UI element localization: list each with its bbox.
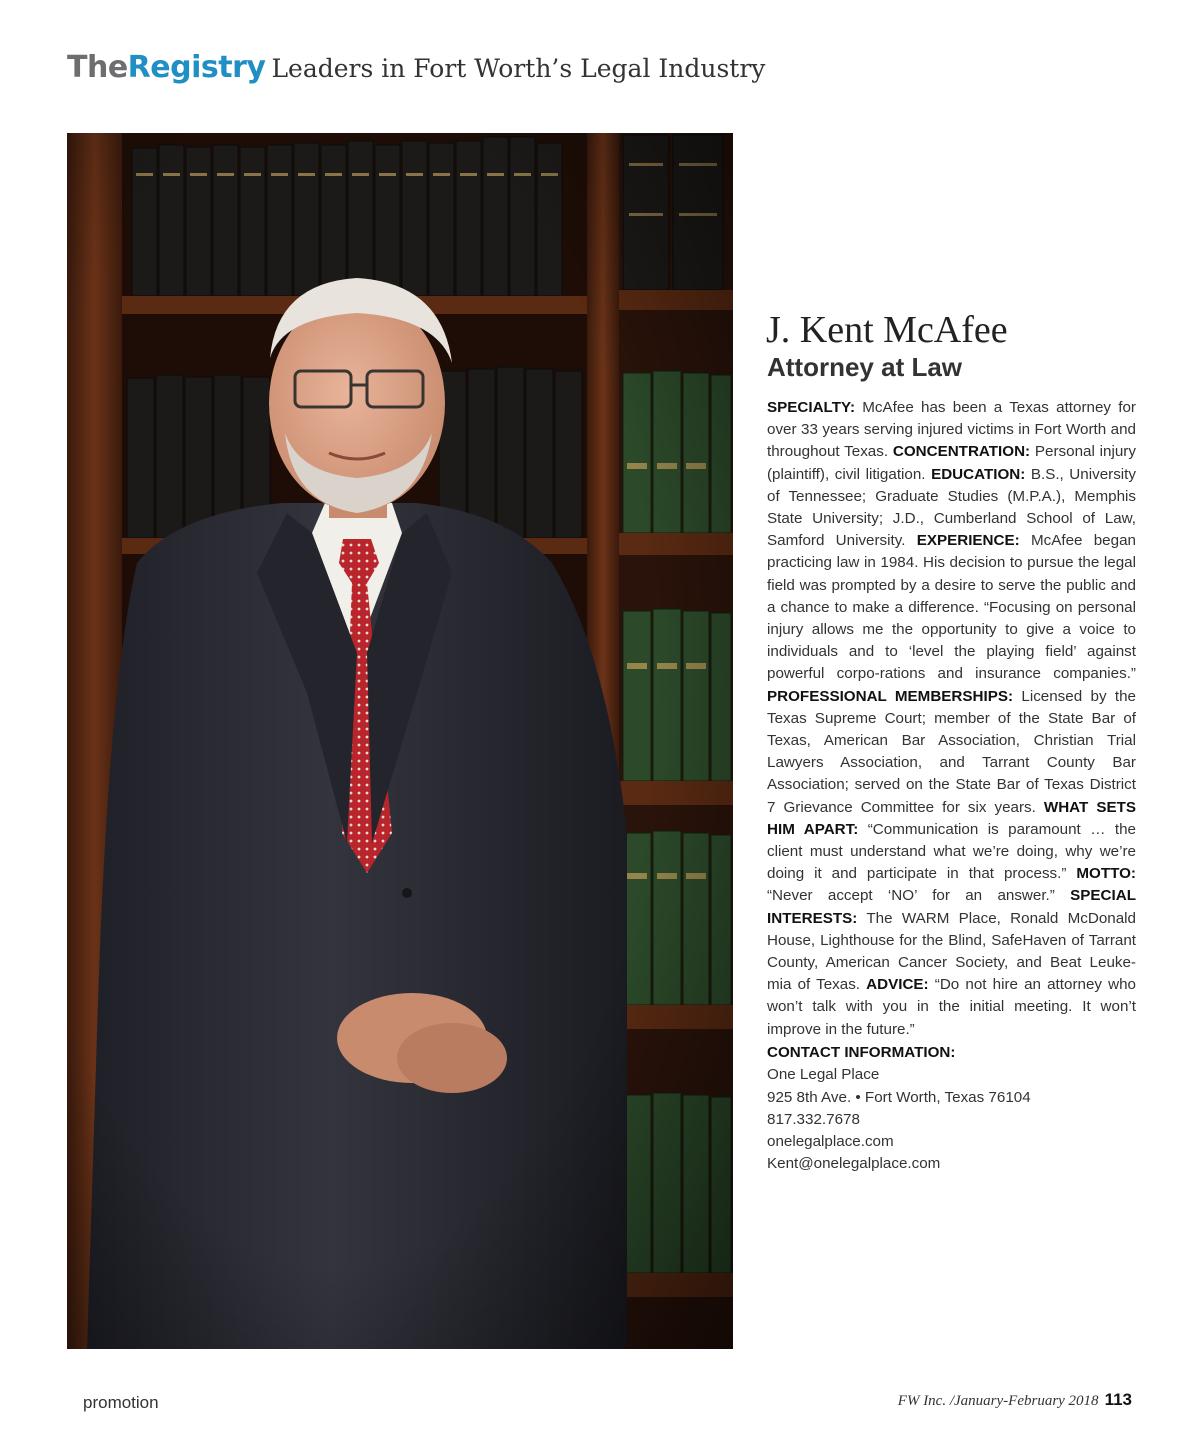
attorney-name: J. Kent McAfee xyxy=(766,309,1008,351)
header-subtitle: Leaders in Fort Worth’s Legal Industry xyxy=(271,54,766,83)
publication-issue: FW Inc. /January-February 2018 xyxy=(897,1393,1099,1409)
bio-label-advice: ADVICE: xyxy=(866,976,929,994)
attorney-bio xyxy=(767,397,1136,1041)
bio-text-concentration: Personal injury (plaintiff), civil litigation. xyxy=(767,443,1136,483)
bio-text-specialty: McAfee has been a Texas attorney for over 33 years serving injured victims in Fort Worth and throughout Texas. xyxy=(767,399,1136,461)
bio-label-memberships: PROFESSIONAL MEMBERSHIPS: xyxy=(767,687,1014,705)
bio-label-specialty: SPECIALTY: xyxy=(767,399,856,416)
page-number: 113 xyxy=(1104,1390,1132,1409)
brand-registry: Registry xyxy=(127,50,266,85)
contact-heading: CONTACT INFORMATION: xyxy=(767,1044,956,1061)
bio-label-special-interests: SPECIAL INTERESTS: xyxy=(767,887,1136,927)
contact-phone: 817.332.7678 xyxy=(767,1110,860,1128)
contact-website: onelegalplace.com xyxy=(767,1133,894,1151)
portrait-photo xyxy=(67,133,733,1349)
brand-the: The xyxy=(67,50,128,85)
bio-label-concentration: CONCENTRATION: xyxy=(892,443,1031,461)
bio-text-sets-apart: “Communication is paramount … the client must understand what we’re doing, why we’re doing it and participate in that process.” xyxy=(767,820,1136,883)
bio-text-motto: “Never accept ‘NO’ for an answer.” xyxy=(767,887,1055,905)
bio-label-education: EDUCATION: xyxy=(931,465,1026,483)
bio-text-memberships: Licensed by the Texas Supreme Court; member of the State Bar of Texas, American Bar Association, Christian Trial Lawyers Association, and Tarrant County Bar Association; served on the State Bar of Texas District 7 Grievance Committee for six years. xyxy=(767,687,1136,816)
registry-header xyxy=(67,50,765,85)
bio-label-sets-apart: WHAT SETS HIM APART: xyxy=(767,798,1136,838)
footer-promotion: promotion xyxy=(83,1393,159,1412)
attorney-title: Attorney at Law xyxy=(767,352,963,382)
bio-label-experience: EXPERIENCE: xyxy=(916,532,1020,550)
bio-text-special-interests: The WARM Place, Ronald McDonald House, Lighthouse for the Blind, SafeHaven of Tarrant County, American Cancer Society, and Beat Leuke-mia of Texas. xyxy=(767,909,1136,994)
bio-text-experience: McAfee began practicing law in 1984. His decision to pursue the legal field was prompted by a desire to serve the public and a chance to make a difference. “Focusing on personal injury allows me the opportunity to give a voice to individuals and to ‘level the playing field’ against powerful corpo-rations and insurance companies.” xyxy=(767,532,1136,683)
bio-text-advice: “Do not hire an attorney who won’t talk with you in the initial meeting. It won’t improve in the future.” xyxy=(767,976,1136,1038)
footer-publication xyxy=(898,1390,1132,1410)
contact-email: Kent@onelegalplace.com xyxy=(767,1155,941,1173)
bio-text-education: B.S., University of Tennessee; Graduate Studies (M.P.A.), Memphis State University; J.D., Cumberland School of Law, Samford University. xyxy=(767,465,1136,550)
contact-address: 925 8th Ave. • Fort Worth, Texas 76104 xyxy=(767,1088,1031,1106)
contact-block xyxy=(767,1042,1031,1176)
contact-firm: One Legal Place xyxy=(767,1066,880,1084)
bio-label-motto: MOTTO: xyxy=(1076,865,1136,883)
